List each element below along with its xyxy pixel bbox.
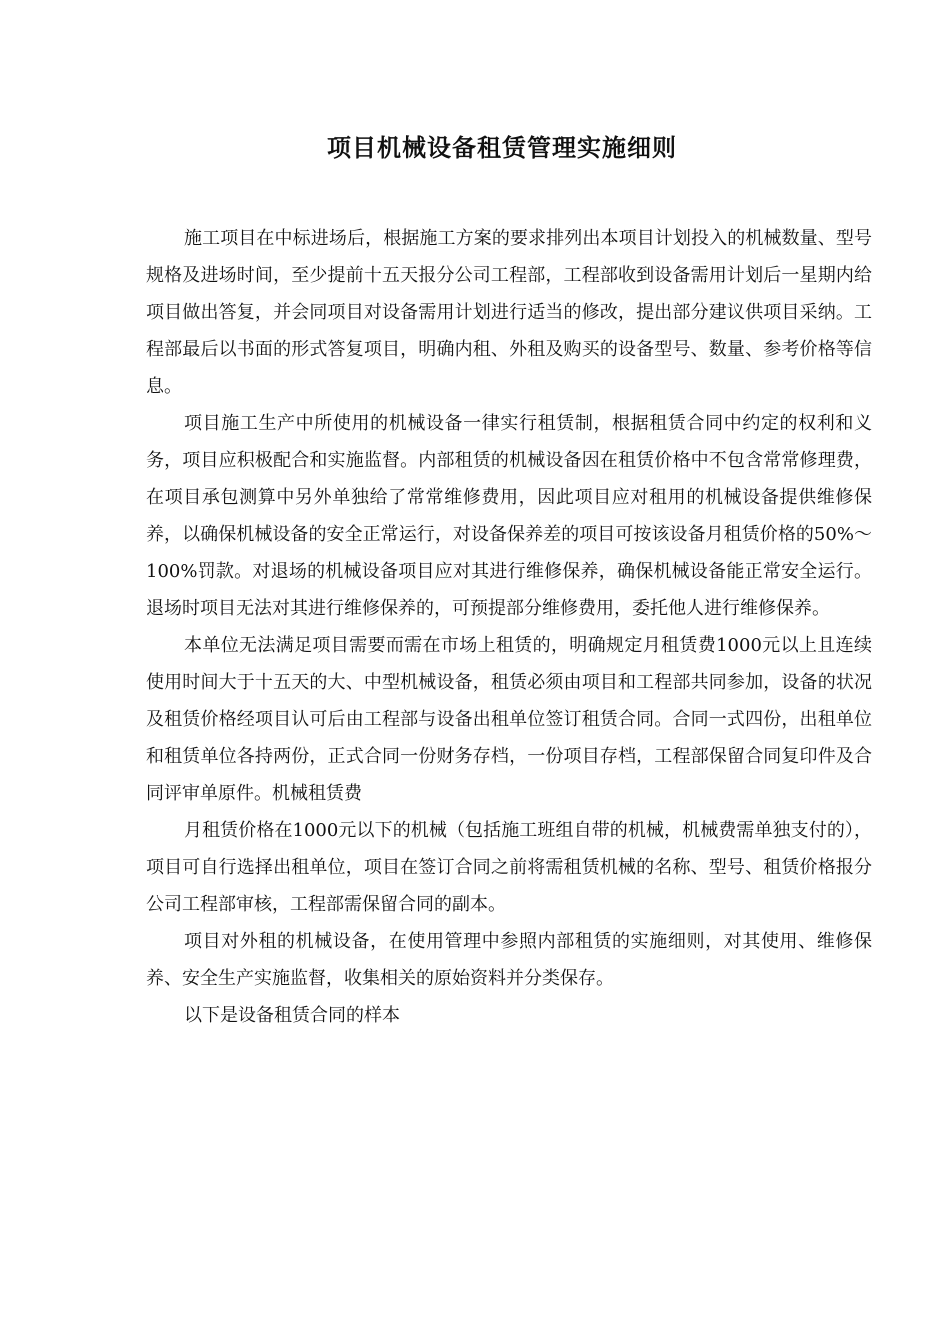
paragraph-rental-system: 项目施工生产中所使用的机械设备一律实行租赁制，根据租赁合同中约定的权利和义务，项目应积极配合和实施监督。内部租赁的机械设备因在租赁价格中不包含常常修理费，在项目承包测算中另外单独给了常常维修费用，因此项目应对租用的机械设备提供维修保养，以确保机械设备的安全正常运行，对设备保养差的项目可按该设备月租赁价格的50%～100%罚款。对退场的机械设备项目应对其进行维修保养，确保机械设备能正常安全运行。退场时项目无法对其进行维修保养的，可预提部分维修费用，委托他人进行维修保养。 bbox=[146, 413, 872, 619]
paragraph-low-price-rental: 月租赁价格在1000元以下的机械（包括施工班组自带的机械，机械费需单独支付的），项目可自行选择出租单位，项目在签订合同之前将需租赁机械的名称、型号、租赁价格报分公司工程部审核，工程部需保留合同的副本。 bbox=[146, 820, 872, 915]
paragraph-market-rental: 本单位无法满足项目需要而需在市场上租赁的，明确规定月租赁费1000元以上且连续使用时间大于十五天的大、中型机械设备，租赁必须由项目和工程部共同参加，设备的状况及租赁价格经项目认可后由工程部与设备出租单位签订租赁合同。合同一式四份，出租单位和租赁单位各持两份，正式合同一份财务存档，一份项目存档，工程部保留合同复印件及合同评审单原件。机械租赁费 bbox=[146, 635, 872, 804]
document-title: 项目机械设备租赁管理实施细则 bbox=[327, 133, 677, 162]
paragraph-external-rental: 项目对外租的机械设备，在使用管理中参照内部租赁的实施细则，对其使用、维修保养、安全生产实施监督，收集相关的原始资料并分类保存。 bbox=[146, 931, 872, 989]
paragraph-project-plan: 施工项目在中标进场后，根据施工方案的要求排列出本项目计划投入的机械数量、型号规格及进场时间，至少提前十五天报分公司工程部，工程部收到设备需用计划后一星期内给项目做出答复，并会同项目对设备需用计划进行适当的修改，提出部分建议供项目采纳。工程部最后以书面的形式答复项目，明确内租、外租及购买的设备型号、数量、参考价格等信息。 bbox=[146, 228, 872, 397]
paragraph-contract-sample: 以下是设备租赁合同的样本 bbox=[184, 1005, 400, 1026]
document-body bbox=[146, 220, 872, 1034]
